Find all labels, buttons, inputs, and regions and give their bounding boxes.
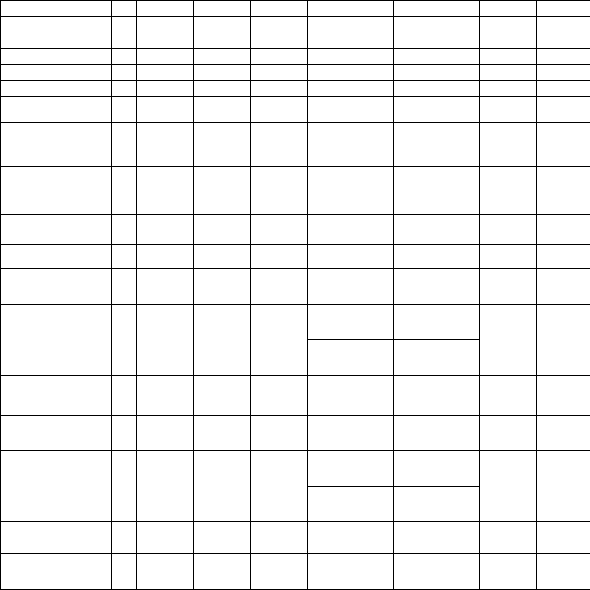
table-cell [251, 451, 308, 522]
table-cell [137, 304, 194, 375]
table-cell [480, 245, 537, 269]
table-cell [251, 167, 308, 215]
header-model-je21-63 [308, 1, 394, 17]
table-row [1, 304, 590, 340]
table-cell [394, 97, 480, 123]
row-unit [112, 269, 137, 305]
table-cell [394, 269, 480, 305]
table-cell [308, 123, 394, 167]
row-label [1, 245, 112, 269]
table-cell [308, 81, 394, 97]
table-row [1, 215, 590, 245]
row-label [1, 97, 112, 123]
table-cell [537, 554, 590, 590]
table-cell [394, 81, 480, 97]
table-cell [308, 522, 394, 554]
row-unit [112, 375, 137, 415]
row-label [1, 304, 112, 375]
table-cell [251, 269, 308, 305]
table-cell [194, 415, 251, 451]
table-cell [537, 415, 590, 451]
table-row [1, 123, 590, 167]
table-cell [194, 17, 251, 49]
table-cell [251, 81, 308, 97]
table-cell [537, 375, 590, 415]
table-cell [251, 65, 308, 81]
table-cell [137, 123, 194, 167]
table-cell [537, 522, 590, 554]
table-cell [480, 451, 537, 522]
split-cell-top [308, 451, 394, 487]
row-unit [112, 554, 137, 590]
table-row [1, 97, 590, 123]
table-cell [194, 123, 251, 167]
row-label [1, 415, 112, 451]
split-cell-bottom [308, 486, 394, 522]
row-unit [112, 81, 137, 97]
table-cell [394, 215, 480, 245]
table-cell [308, 554, 394, 590]
table-cell [394, 167, 480, 215]
row-unit [112, 415, 137, 451]
row-label [1, 123, 112, 167]
row-unit [112, 65, 137, 81]
split-cell-bottom [394, 486, 480, 522]
table-cell [537, 81, 590, 97]
table-row [1, 81, 590, 97]
table-cell [194, 245, 251, 269]
table-cell [537, 245, 590, 269]
table-row [1, 17, 590, 49]
table-cell [537, 215, 590, 245]
table-cell [137, 522, 194, 554]
table-cell [194, 215, 251, 245]
table-cell [394, 554, 480, 590]
table-cell [251, 245, 308, 269]
table-cell [194, 97, 251, 123]
table-cell [251, 375, 308, 415]
row-label [1, 167, 112, 215]
table-cell [480, 522, 537, 554]
table-cell [480, 97, 537, 123]
table-cell [480, 65, 537, 81]
table-row [1, 375, 590, 415]
table-cell [137, 554, 194, 590]
table-cell [308, 245, 394, 269]
header-unit [112, 1, 137, 17]
table-row [1, 451, 590, 487]
table-cell [194, 451, 251, 522]
table-row [1, 49, 590, 65]
row-label [1, 65, 112, 81]
table-row [1, 65, 590, 81]
table-cell [251, 554, 308, 590]
header-model-je21-16 [137, 1, 194, 17]
table-cell [394, 245, 480, 269]
table-cell [194, 81, 251, 97]
table-cell [194, 49, 251, 65]
table-cell [480, 269, 537, 305]
header-model-je21-40 [251, 1, 308, 17]
table-cell [537, 269, 590, 305]
header-model-je21-25 [194, 1, 251, 17]
table-cell [194, 269, 251, 305]
table-cell [480, 215, 537, 245]
table-body [1, 1, 590, 590]
table-row [1, 167, 590, 215]
table-cell [137, 167, 194, 215]
table-row [1, 554, 590, 590]
table-cell [480, 123, 537, 167]
table-cell [308, 415, 394, 451]
table-cell [537, 167, 590, 215]
row-label [1, 375, 112, 415]
table-row [1, 522, 590, 554]
split-cell-bottom [308, 340, 394, 376]
table-cell [308, 215, 394, 245]
table-cell [480, 304, 537, 375]
table-cell [537, 304, 590, 375]
row-label [1, 81, 112, 97]
split-cell-top [394, 451, 480, 487]
table-cell [537, 123, 590, 167]
table-cell [537, 49, 590, 65]
table-cell [308, 65, 394, 81]
table-cell [194, 554, 251, 590]
table-cell [480, 81, 537, 97]
table-cell [137, 81, 194, 97]
row-label [1, 522, 112, 554]
table-cell [480, 375, 537, 415]
table-cell [394, 415, 480, 451]
table-cell [480, 17, 537, 49]
header-model-je21-125 [537, 1, 590, 17]
row-unit [112, 245, 137, 269]
table-row [1, 269, 590, 305]
table-row [1, 245, 590, 269]
table-cell [137, 451, 194, 522]
row-label [1, 49, 112, 65]
row-unit [112, 522, 137, 554]
table-cell [251, 215, 308, 245]
table-cell [394, 522, 480, 554]
table-cell [480, 415, 537, 451]
table-cell [194, 304, 251, 375]
table-cell [480, 554, 537, 590]
table-row [1, 415, 590, 451]
row-label [1, 554, 112, 590]
table-cell [137, 49, 194, 65]
row-label [1, 17, 112, 49]
row-unit [112, 49, 137, 65]
split-cell-top [308, 304, 394, 340]
table-cell [137, 245, 194, 269]
table-cell [308, 17, 394, 49]
table-cell [194, 65, 251, 81]
table-cell [394, 375, 480, 415]
table-cell [394, 65, 480, 81]
table-cell [308, 269, 394, 305]
table-cell [251, 17, 308, 49]
table-cell [137, 415, 194, 451]
table-cell [194, 167, 251, 215]
row-label [1, 215, 112, 245]
table-cell [394, 123, 480, 167]
table-cell [537, 97, 590, 123]
row-unit [112, 97, 137, 123]
row-label [1, 451, 112, 522]
split-cell-bottom [394, 340, 480, 376]
split-cell-top [394, 304, 480, 340]
table-cell [394, 17, 480, 49]
table-cell [194, 375, 251, 415]
row-unit [112, 123, 137, 167]
table-cell [251, 415, 308, 451]
table-cell [137, 17, 194, 49]
table-cell [308, 97, 394, 123]
table-cell [137, 375, 194, 415]
header-row [1, 1, 590, 17]
table-cell [537, 17, 590, 49]
table-cell [251, 97, 308, 123]
table-cell [308, 49, 394, 65]
table-cell [137, 65, 194, 81]
row-unit [112, 167, 137, 215]
table-cell [308, 375, 394, 415]
table-cell [194, 522, 251, 554]
header-model-je21-80 [394, 1, 480, 17]
table-cell [251, 49, 308, 65]
table-cell [308, 167, 394, 215]
table-cell [251, 304, 308, 375]
row-unit [112, 215, 137, 245]
table-cell [251, 522, 308, 554]
row-unit [112, 304, 137, 375]
table-cell [137, 215, 194, 245]
table-cell [480, 167, 537, 215]
table-cell [537, 451, 590, 522]
row-unit [112, 451, 137, 522]
header-model-je21-100 [480, 1, 537, 17]
table-cell [394, 49, 480, 65]
table-cell [480, 49, 537, 65]
table-cell [137, 97, 194, 123]
table-cell [137, 269, 194, 305]
table-cell [537, 65, 590, 81]
row-unit [112, 17, 137, 49]
header-model [1, 1, 112, 17]
table-cell [251, 123, 308, 167]
row-label [1, 269, 112, 305]
